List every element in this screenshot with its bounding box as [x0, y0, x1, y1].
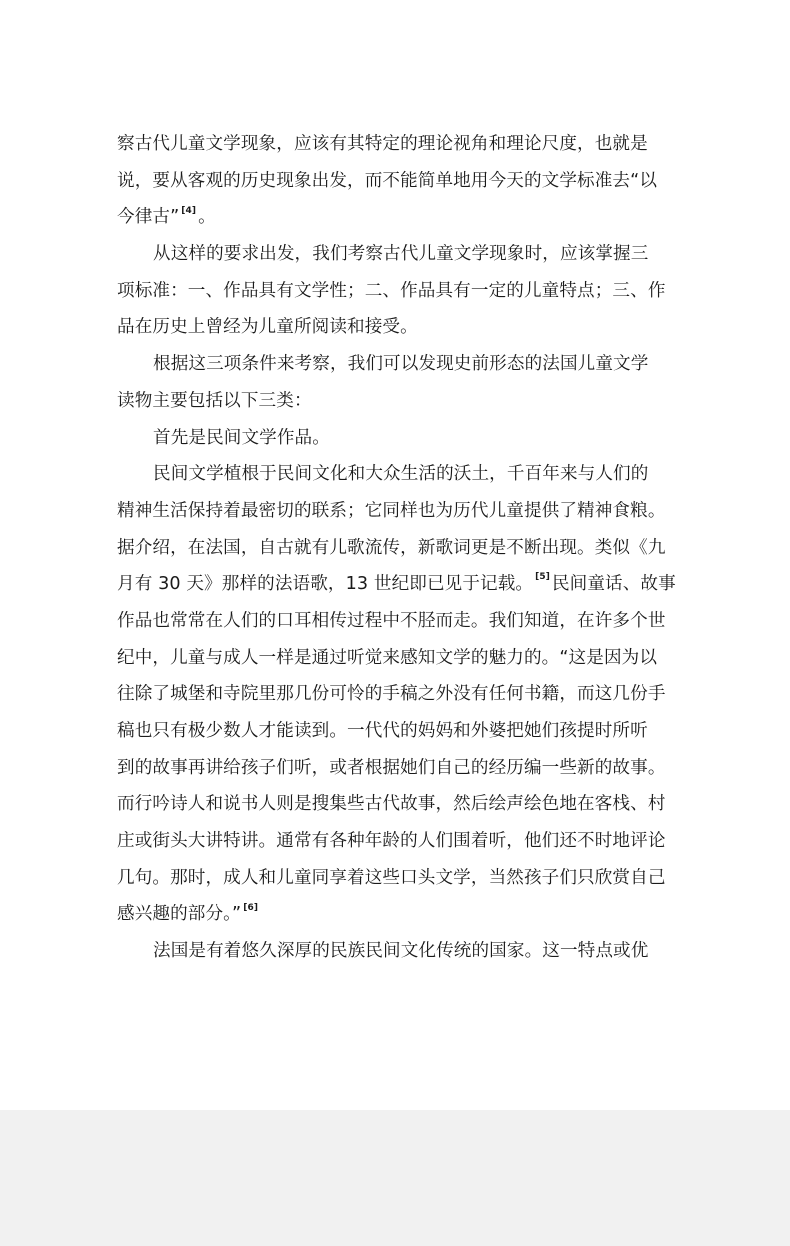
text-line: 往除了城堡和寺院里那几份可怜的手稿之外没有任何书籍，而这几份手 — [117, 684, 666, 705]
text-line — [117, 199, 663, 236]
text-line — [117, 566, 676, 603]
text-line: 据介绍，在法国，自古就有儿歌流传，新歌词更是不断出现。类似《九 — [117, 537, 666, 558]
text-segment: 感兴趣的部分。” — [117, 904, 242, 925]
text-line: 而行吟诗人和说书人则是搜集些古代故事，然后绘声绘色地在客栈、村 — [117, 794, 666, 815]
text-line: 到的故事再讲给孩子们听，或者根据她们自己的经历编一些新的故事。 — [117, 757, 666, 778]
text-segment: 月有 30 天》那样的法语歌，13 世纪即已见于记载。 — [117, 574, 534, 595]
bottom-margin-area — [0, 1110, 790, 1246]
text-line: 精神生活保持着最密切的联系；它同样也为历代儿童提供了精神食粮。 — [117, 500, 666, 521]
text-line: 项标准：一、作品具有文学性；二、作品具有一定的儿童特点；三、作 — [117, 280, 666, 301]
text-line: 庄或街头大讲特讲。通常有各种年龄的人们围着听，他们还不时地评论 — [117, 831, 666, 852]
text-line: 作品也常常在人们的口耳相传过程中不胫而走。我们知道，在许多个世 — [117, 610, 666, 631]
text-segment: 。 — [198, 207, 216, 228]
text-line: 根据这三项条件来考察，我们可以发现史前形态的法国儿童文学 — [153, 354, 649, 375]
text-line — [117, 896, 663, 933]
text-line: 品在历史上曾经为儿童所阅读和接受。 — [117, 317, 418, 338]
text-line: 稿也只有极少数人才能读到。一代代的妈妈和外婆把她们孩提时所听 — [117, 721, 648, 741]
footnote-ref: [4] — [181, 205, 197, 216]
text-line: 从这样的要求出发，我们考察古代儿童文学现象时，应该掌握三 — [153, 244, 649, 265]
text-line: 首先是民间文学作品。 — [153, 427, 330, 448]
text-line: 纪中，儿童与成人一样是通过听觉来感知文学的魅力的。“这是因为以 — [117, 647, 658, 668]
text-segment: 民间童话、故事 — [551, 574, 676, 595]
text-segment: 今律古” — [117, 207, 180, 228]
body-text — [117, 126, 676, 970]
footnote-ref: [6] — [243, 902, 259, 913]
text-line: 法国是有着悠久深厚的民族民间文化传统的国家。这一特点或优 — [153, 941, 649, 962]
footnote-ref: [5] — [535, 572, 550, 583]
text-line: 几句。那时，成人和儿童同享着这些口头文学，当然孩子们只欣赏自己 — [117, 867, 666, 888]
text-line: 说，要从客观的历史现象出发，而不能简单地用今天的文学标准去“以 — [117, 170, 658, 191]
text-line: 察古代儿童文学现象，应该有其特定的理论视角和理论尺度，也就是 — [117, 134, 648, 154]
text-line: 民间文学植根于民间文化和大众生活的沃土，千百年来与人们的 — [153, 464, 649, 485]
text-line: 读物主要包括以下三类： — [117, 390, 312, 411]
